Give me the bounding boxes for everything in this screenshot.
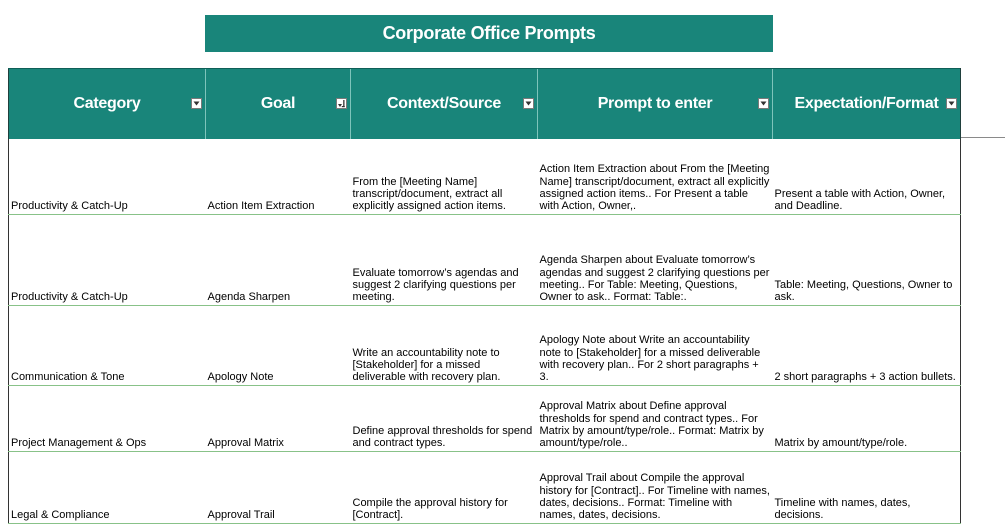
cell-goal[interactable]: Approval Trail <box>206 451 351 523</box>
column-header-prompt <box>538 69 773 140</box>
cell-category[interactable]: Project Management & Ops <box>9 385 206 451</box>
column-header-label: Expectation/Format <box>794 95 939 112</box>
cell-goal[interactable]: Agenda Sharpen <box>206 214 351 305</box>
table-row <box>9 451 961 523</box>
table-row <box>9 214 961 305</box>
table-row <box>9 305 961 385</box>
cell-context[interactable]: From the [Meeting Name] transcript/document, extract all explicitly assigned action items. <box>351 139 538 214</box>
dropdown-arrow-icon[interactable] <box>523 98 534 109</box>
column-header-label: Prompt to enter <box>597 95 713 112</box>
cell-category[interactable]: Productivity & Catch-Up <box>9 139 206 214</box>
cell-goal[interactable]: Approval Matrix <box>206 385 351 451</box>
sheet-title: Corporate Office Prompts <box>205 15 773 52</box>
cell-expectation[interactable]: Matrix by amount/type/role. <box>773 385 961 451</box>
table-row <box>9 385 961 451</box>
cell-prompt[interactable]: Agenda Sharpen about Evaluate tomorrow’s agendas and suggest 2 clarifying questions per meeting.. For Table: Meeting, Questions, Owner to ask.. Format: Table:. <box>538 214 773 305</box>
cell-category[interactable]: Productivity & Catch-Up <box>9 214 206 305</box>
cell-context[interactable]: Write an accountability note to [Stakeholder] for a missed deliverable with recovery plan. <box>351 305 538 385</box>
column-header-context <box>351 69 538 140</box>
header-row <box>9 69 961 140</box>
table-row <box>9 139 961 214</box>
cell-goal[interactable]: Action Item Extraction <box>206 139 351 214</box>
cell-prompt[interactable]: Approval Matrix about Define approval thresholds for spend and contract types.. For Matrix by amount/type/role.. Format: Matrix by amount/type/role.. <box>538 385 773 451</box>
dropdown-arrow-icon[interactable] <box>946 98 957 109</box>
sort-filter-icon[interactable] <box>336 98 347 109</box>
column-header-category <box>9 69 206 140</box>
cell-category[interactable]: Legal & Compliance <box>9 451 206 523</box>
gridline <box>961 137 1005 138</box>
column-header-label: Goal <box>260 95 296 112</box>
column-header-label: Category <box>73 95 141 112</box>
column-header-label: Context/Source <box>386 95 502 112</box>
cell-prompt[interactable]: Apology Note about Write an accountability note to [Stakeholder] for a missed deliverable with recovery plan.. For 2 short paragraphs + 3. <box>538 305 773 385</box>
prompts-table <box>8 68 961 524</box>
column-header-goal <box>206 69 351 140</box>
cell-prompt[interactable]: Approval Trail about Compile the approval history for [Contract].. For Timeline with names, dates, decisions.. Format: Timeline with names, dates, decisions. <box>538 451 773 523</box>
cell-context[interactable]: Define approval thresholds for spend and contract types. <box>351 385 538 451</box>
dropdown-arrow-icon[interactable] <box>191 98 202 109</box>
cell-expectation[interactable]: Timeline with names, dates, decisions. <box>773 451 961 523</box>
dropdown-arrow-icon[interactable] <box>758 98 769 109</box>
cell-context[interactable]: Compile the approval history for [Contract]. <box>351 451 538 523</box>
cell-expectation[interactable]: 2 short paragraphs + 3 action bullets. <box>773 305 961 385</box>
cell-expectation[interactable]: Present a table with Action, Owner, and Deadline. <box>773 139 961 214</box>
cell-context[interactable]: Evaluate tomorrow’s agendas and suggest 2 clarifying questions per meeting. <box>351 214 538 305</box>
cell-expectation[interactable]: Table: Meeting, Questions, Owner to ask. <box>773 214 961 305</box>
column-header-expectation <box>773 69 961 140</box>
cell-goal[interactable]: Apology Note <box>206 305 351 385</box>
cell-prompt[interactable]: Action Item Extraction about From the [Meeting Name] transcript/document, extract all explicitly assigned action items.. For Present a table with Action, Owner,. <box>538 139 773 214</box>
cell-category[interactable]: Communication & Tone <box>9 305 206 385</box>
